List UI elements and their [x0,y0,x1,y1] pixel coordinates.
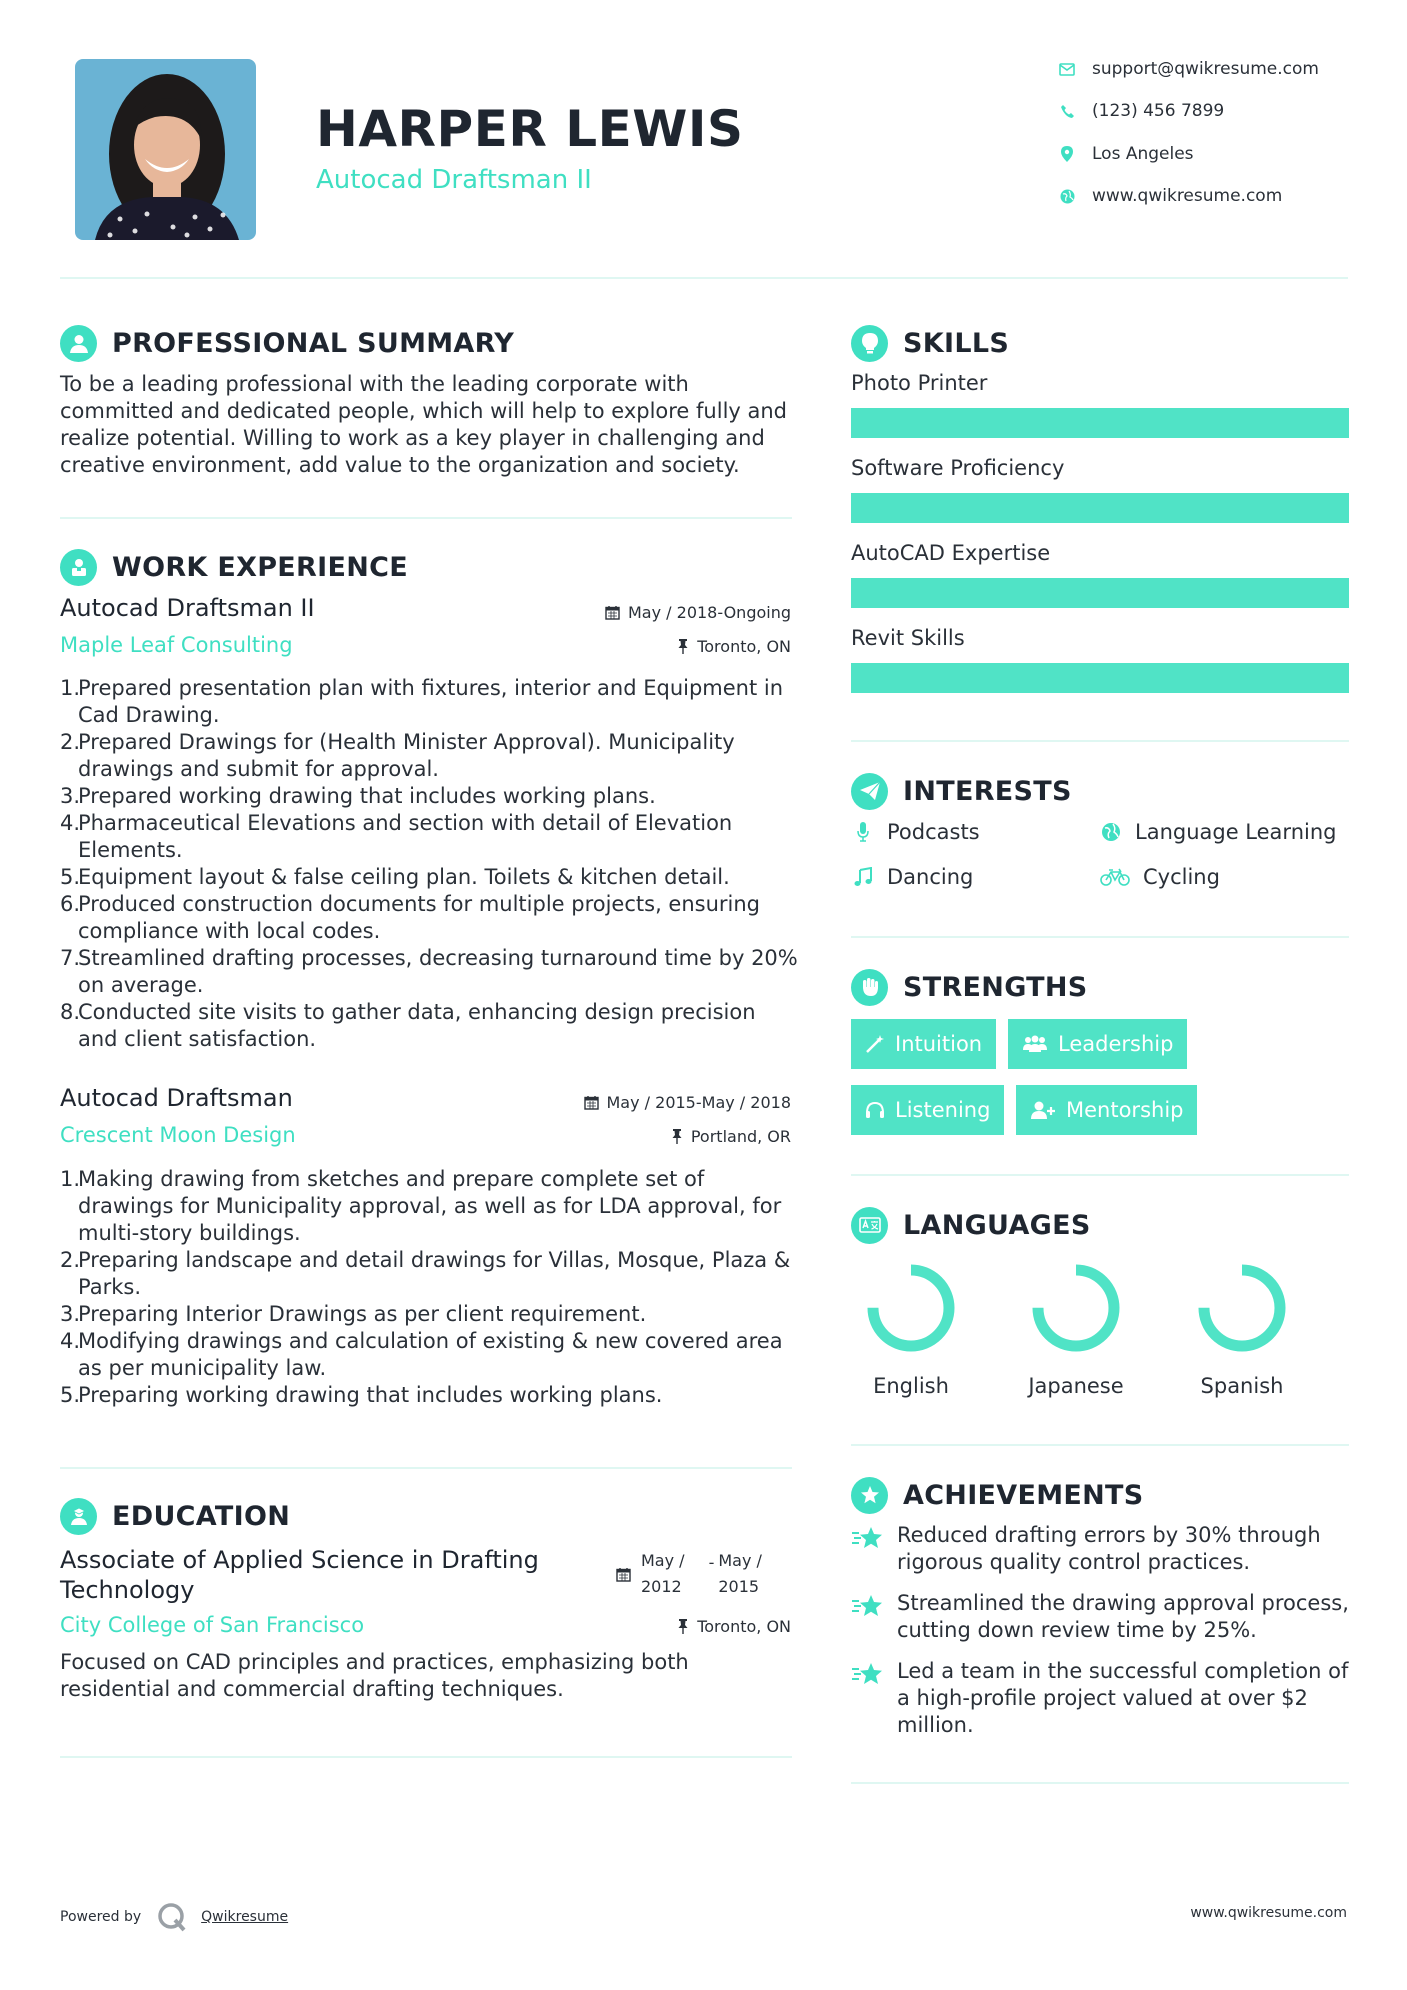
strengths-heading: STRENGTHS [851,968,1088,1006]
skill-level-fill [851,578,1349,608]
fist-icon [851,969,888,1006]
job-title: Autocad Draftsman II [60,594,315,622]
language-level-arc [1038,1270,1114,1346]
briefcase-icon [60,549,97,586]
section-divider [60,517,792,519]
section-divider [60,1467,792,1469]
star-icon [851,1660,885,1692]
trophy-star-icon [851,1477,888,1514]
skill-level-bar [851,408,1349,438]
achievement-item: Streamlined the drawing approval process, cutting down review time by 25%. [851,1590,1351,1644]
duty-item: 7. Streamlined drafting processes, decreasing turnaround time by 20% on average. [60,946,798,997]
qwikresume-logo-icon [157,1902,187,1932]
language-level-arc [1204,1270,1280,1346]
pushpin-icon [677,1619,689,1634]
interest-item: Language Learning [1099,818,1336,846]
music-note-icon [851,867,875,887]
contact-location: Los Angeles [1056,142,1194,166]
calendar-icon [616,1567,631,1582]
skills-heading: SKILLS [851,324,1009,362]
duty-item: 2. Prepared Drawings for (Health Minister Approval). Municipality drawings and submit for approval. [60,730,735,781]
language-gauge [1006,1258,1146,1398]
section-divider [851,936,1349,938]
achievement-item: Led a team in the successful completion of a high-profile project valued at over $2 million. [851,1658,1351,1739]
duty-item: 1. Making drawing from sketches and prepare complete set of drawings for Municipality approval, as well as for LDA approval, for multi-story buildings. [60,1167,782,1245]
duty-item: 1. Prepared presentation plan with fixtures, interior and Equipment in Cad Drawing. [60,676,784,727]
job-company: Maple Leaf Consulting [60,633,293,657]
footer-powered-by: Powered by Qwikresume [60,1902,288,1932]
section-divider [60,1756,792,1758]
job-dates: May / 2015-May / 2018 [584,1093,792,1112]
skill-level-bar [851,493,1349,523]
footer-url[interactable]: www.qwikresume.com [1190,1905,1347,1921]
summary-text: To be a leading professional with the leading corporate with committed and dedicated people, which will help to explore fully and realize potential. Willing to work as a key player in challenging and creative environment, add value to the organization and society. [60,372,788,477]
language-gauge [1172,1258,1312,1398]
job-duties [60,1166,798,1409]
degree-title: Associate of Applied Science in Drafting Technology [60,1546,539,1604]
section-divider [851,1782,1349,1784]
star-icon [851,1524,885,1556]
skill-level-fill [851,493,1349,523]
contact-phone[interactable]: (123) 456 7899 [1056,99,1224,123]
language-icon [851,1207,888,1244]
skill-level-fill [851,408,1349,438]
strength-chip: Mentorship [1016,1085,1197,1135]
strength-chip: Listening [851,1085,1004,1135]
education-location: Toronto, ON [677,1617,791,1636]
globe-icon [1056,185,1078,207]
skill-level-bar [851,663,1349,693]
language-label: Japanese [1028,1374,1124,1398]
pushpin-icon [677,639,689,654]
section-divider [851,740,1349,742]
section-divider [851,1444,1349,1446]
job-dates: May / 2018-Ongoing [605,603,791,622]
duty-item: 3. Preparing Interior Drawings as per client requirement. [60,1302,647,1326]
duty-item: 4. Pharmaceutical Elevations and section with detail of Elevation Elements. [60,811,733,862]
microphone-icon [851,822,875,842]
calendar-icon [584,1095,599,1110]
profile-photo [75,59,256,240]
interest-item: Cycling [1099,863,1220,891]
summary-heading: PROFESSIONAL SUMMARY [60,324,514,362]
duty-item: 3. Prepared working drawing that includes working plans. [60,784,656,808]
skill-label: Software Proficiency [851,456,1065,480]
language-ring [1026,1258,1126,1358]
bicycle-icon [1099,868,1131,886]
phone-icon [1056,100,1078,122]
graduation-icon [60,1498,97,1535]
language-label: Spanish [1200,1374,1284,1398]
map-pin-icon [1056,143,1078,165]
achievements-heading: ACHIEVEMENTS [851,1476,1144,1514]
calendar-icon [605,605,620,620]
users-icon [1022,1035,1048,1053]
contact-website[interactable]: www.qwikresume.com [1056,184,1282,208]
envelope-icon [1056,58,1078,80]
language-level-arc [873,1270,949,1346]
language-ring [1192,1258,1292,1358]
section-divider [851,1174,1349,1176]
job-location: Toronto, ON [677,637,791,656]
duty-item: 6. Produced construction documents for multiple projects, ensuring compliance with local codes. [60,892,761,943]
paper-plane-icon [851,773,888,810]
experience-heading: WORK EXPERIENCE [60,548,408,586]
globe-icon [1099,822,1123,842]
language-ring [861,1258,961,1358]
school-name: City College of San Francisco [60,1613,365,1637]
job-title: Autocad Draftsman [60,1084,293,1112]
strength-chip: Intuition [851,1019,996,1069]
job-duties [60,675,798,1053]
magic-wand-icon [865,1034,885,1054]
headphones-icon [865,1101,885,1119]
skill-level-fill [851,663,1349,693]
skill-label: Photo Printer [851,371,988,395]
duty-item: 8. Conducted site visits to gather data, enhancing design precision and client satisfaction. [60,1000,756,1051]
language-label: English [873,1374,949,1398]
skill-label: AutoCAD Expertise [851,541,1051,565]
user-icon [60,325,97,362]
interest-item: Podcasts [851,818,980,846]
job-company: Crescent Moon Design [60,1123,296,1147]
education-heading: EDUCATION [60,1497,290,1535]
candidate-title: Autocad Draftsman II [316,165,592,195]
education-description: Focused on CAD principles and practices, emphasizing both residential and commercial drafting techniques. [60,1650,689,1701]
duty-item: 2. Preparing landscape and detail drawings for Villas, Mosque, Plaza & Parks. [60,1248,791,1299]
skill-level-bar [851,578,1349,608]
duty-item: 5. Equipment layout & false ceiling plan. Toilets & kitchen detail. [60,865,730,889]
education-dates: May / 2012 - May / 2015 [616,1548,762,1600]
interest-item: Dancing [851,863,973,891]
pushpin-icon [671,1129,683,1144]
candidate-name: HARPER LEWIS [316,100,744,158]
skill-label: Revit Skills [851,626,965,650]
duty-item: 4. Modifying drawings and calculation of existing & new covered area as per municipality law. [60,1329,783,1380]
job-location: Portland, OR [671,1127,791,1146]
duty-item: 5. Preparing working drawing that includes working plans. [60,1383,663,1407]
header-divider [60,277,1348,279]
language-gauge [841,1258,981,1398]
user-plus-icon [1030,1100,1056,1120]
achievement-item: Reduced drafting errors by 30% through rigorous quality control practices. [851,1522,1351,1576]
interests-heading: INTERESTS [851,772,1072,810]
languages-heading: LANGUAGES [851,1206,1091,1244]
contact-email[interactable]: support@qwikresume.com [1056,57,1319,81]
strength-chip: Leadership [1008,1019,1187,1069]
qwikresume-link[interactable]: Qwikresume [201,1909,289,1925]
lightbulb-icon [851,325,888,362]
star-icon [851,1592,885,1624]
